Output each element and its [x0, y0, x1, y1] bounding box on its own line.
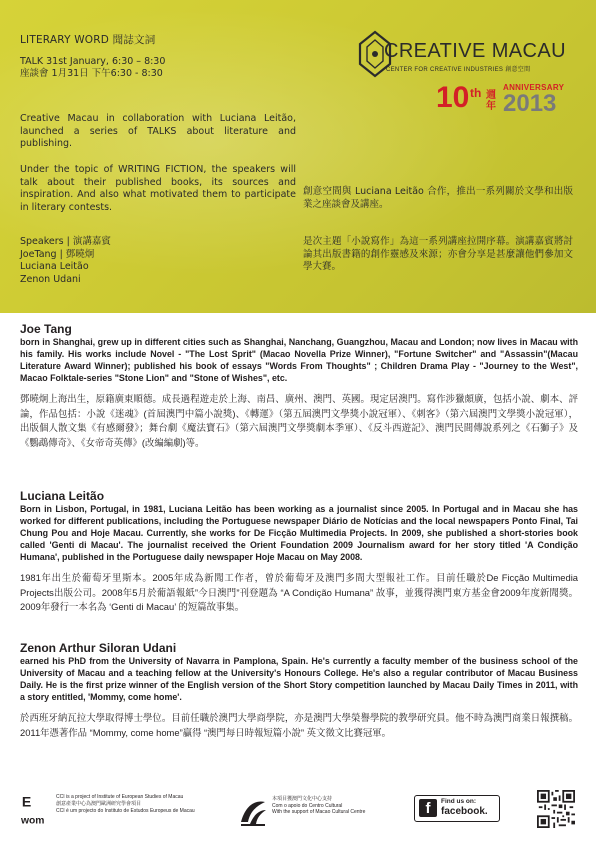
intro-en-1: Creative Macau in collaboration with Luciana Leitão, launched a series of TALKS about literature and publishing. — [20, 113, 296, 149]
footer — [0, 788, 596, 842]
bio-name: Luciana Leitão — [20, 489, 105, 503]
bio-zenon-udani — [20, 641, 578, 740]
bio-name: Zenon Arthur Siloran Udani — [20, 641, 177, 655]
bio-text-en: born in Shanghai, grew up in different cities such as Shanghai, Nanchang, Guangzhou, Macau and London; now lives in Macau with his family. His works include Novel - "The Lost Sprit" (Macao Novella Prize Winner), "Fortune Switcher" and "Assassin"(Macau Literature Award Winner); published his book of essays "Words From Thoughts" ; Children Drama Play - "Journey to the West", Macao Folktale-series "Stone Lion" and "Stone of Wishes", etc. — [20, 337, 578, 383]
intro-zh-2: 是次主題「小說寫作」為這一系列講座拉開序幕。演講嘉賓將討論其出版書籍的創作靈感及來源；亦會分享是甚麼讓他們參加文學大賽。 — [303, 236, 573, 272]
bio-joe-tang — [20, 322, 578, 450]
speaker-item: Luciana Leitão — [20, 261, 89, 272]
cultural-centre-text — [272, 796, 365, 816]
header-panel — [0, 0, 596, 313]
bio-name: Joe Tang — [20, 322, 72, 336]
euro-line: CCI é um projecto do Instituto de Estudos Europeus de Macau — [56, 807, 195, 814]
svg-text:E: E — [21, 793, 32, 810]
facebook-badge[interactable] — [414, 795, 500, 822]
cultural-centre-logo-icon — [238, 796, 268, 828]
section-title: LITERARY WORD 聞誌文詞 — [20, 34, 156, 46]
anniversary-zh: 週年 — [486, 90, 496, 112]
euro-studies-logo-icon — [20, 792, 50, 832]
anniversary-suffix: th — [470, 86, 482, 100]
bio-text-zh: 1981年出生於葡萄牙里斯本。2005年成為新聞工作者，曾於葡萄牙及澳門多間大型報社工作。目前任職於De Ficção Multimedia Projects出版公司。2008年5月於葡語報紙”今日澳門”刊登題為 “A Condição Humana” 故事，並獲得澳門東方基金會2009年度新聞獎。2009年發行一本名為 ‘Genti di Macau’ 的短篇故事集。 — [20, 572, 578, 612]
intro-zh-1: 創意空間與 Luciana Leitão 合作，推出一系列關於文學和出版業之座談會及講座。 — [303, 186, 573, 210]
intro-en-2: Under the topic of WRITING FICTION, the speakers will talk about their published books, its sources and inspiration. And also what motivated them to participate in literary contests. — [20, 164, 296, 213]
bio-text-en: Born in Lisbon, Portugal, in 1981, Luciana Leitão has been working as a journalist since 2005. In Portugal and in Macau she has worked for different publications, including the Portuguese newspaper Diário de Notícias and the local newspapers Ponto Final, Tai Chung Pou and Hoje Macau. Currently, she works for De Ficção Multimedia Projects. In 2009, she published a short-stories book called 'Genti di Macau'. The journalist received the Orient Foundation 2009 Journalism award for her story titled 'A Condição Humana', published in the Portuguese daily newspaper Hoje Macau on May 2008. — [20, 504, 578, 562]
facebook-name: facebook. — [441, 806, 488, 817]
talk-datetime-en: TALK 31st January, 6:30 – 8:30 — [20, 56, 166, 67]
ic-line: 本項目獲澳門文化中心支持 — [272, 796, 333, 802]
ic-line: With the support of Macao Cultural Centre — [272, 809, 366, 816]
talk-datetime-zh: 座談會 1月31日 下午6:30 - 8:30 — [20, 68, 163, 79]
facebook-icon: f — [419, 799, 437, 817]
euro-line: CCI is a project of Institute of European Studies of Macau — [56, 794, 184, 800]
bio-text-en: earned his PhD from the University of Navarra in Pamplona, Spain. He's currently a faculty member of the business school of the University of Macau and a teaching fellow at the University's Honours College. He's also a regular contributor of Macau Business Daily. He is the first prize winner of the English version of the Short Story competition launched by Macau Daily Times in 2011, with a story entitled, 'Mommy, come home'. — [20, 656, 578, 702]
qr-code-icon[interactable] — [537, 790, 575, 828]
svg-text:wom: wom — [20, 815, 45, 827]
speaker-item: Zenon Udani — [20, 273, 81, 285]
bio-luciana-leitao — [20, 489, 578, 615]
bio-text-zh: 於西班牙納瓦拉大學取得博士學位。目前任職於澳門大學商學院，亦是澳門大學榮譽學院的教學研究員。他不時為澳門商業日報撰稿。2011年憑著作品 “Mommy, come home”贏得 “澳門每日時報短篇小說” 英文徵文比賽冠軍。 — [20, 712, 578, 738]
euro-studies-text — [56, 794, 195, 814]
bio-text-zh: 鄧曉炯上海出生，原籍廣東順德。成長過程遊走於上海、南昌、廣州、澳門、英國。現定居澳門。寫作涉獵頗廣，包括小說、劇本、評論，作品包括：小說《迷魂》(首屆澳門中篇小說獎)、《轉運》（第五屆澳門文學獎小說冠軍）、《刺客》（第六屆澳門文學獎小說冠軍），出版個人散文集《有感爾發》；舞台劇《魔法寶石》（第六屆澳門文學獎劇本季軍）、《反斗西遊記》、澳門民間傳說系列之《石獅子》及《鸚鵡傳奇》、《女帝奇英傳》(改編編劇)等。 — [20, 393, 578, 448]
brand-name: CREATIVE MACAU — [384, 40, 566, 62]
brand-subtitle: CENTER FOR CREATIVE INDUSTRIES 創意空間 — [386, 67, 531, 73]
speakers-list — [20, 236, 111, 286]
anniversary-year: 2013 — [503, 90, 557, 117]
speaker-item: JoeTang | 鄧曉炯 — [20, 248, 95, 260]
anniversary-number: 10 — [436, 81, 470, 114]
anniversary-word: ANNIVERSARY — [503, 83, 565, 92]
ic-line: Com o apoio do Centro Cultural — [272, 802, 343, 809]
facebook-find-label: Find us on: — [441, 798, 477, 805]
euro-line: 創意產業中心為澳門歐洲研究學會項目 — [56, 800, 142, 807]
speakers-title: Speakers | 演講嘉賓 — [20, 236, 111, 247]
